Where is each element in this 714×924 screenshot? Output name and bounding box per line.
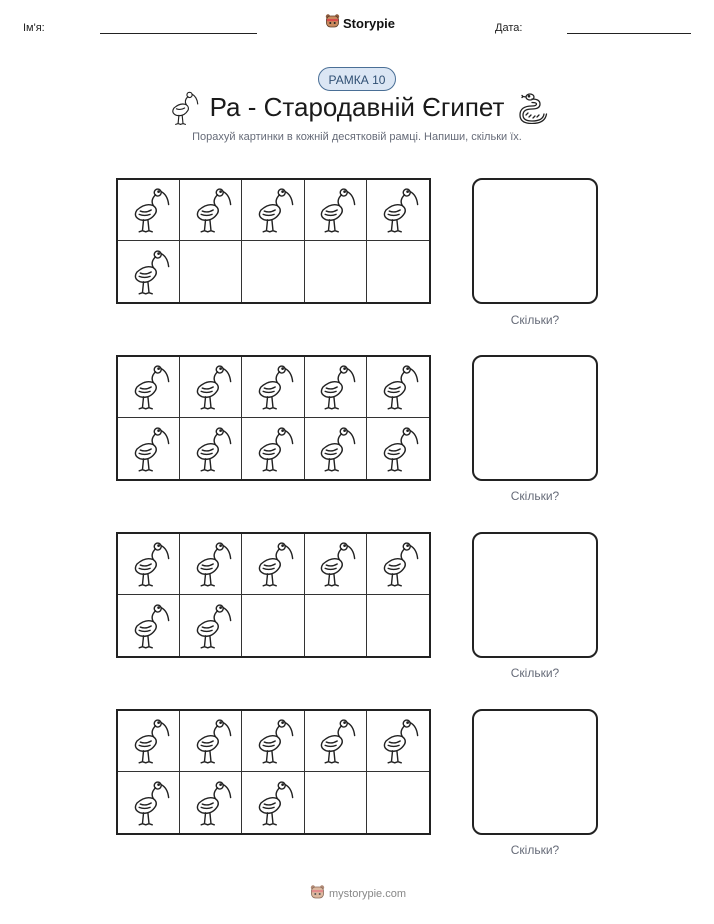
frame-cell (242, 180, 304, 241)
answer-box[interactable] (472, 355, 598, 481)
frame-cell (118, 241, 180, 302)
ten-frame (116, 532, 431, 658)
frame-cell (305, 534, 367, 595)
answer-label: Скільки? (510, 666, 560, 680)
frame-cell (242, 357, 304, 418)
answer-label: Скільки? (510, 843, 560, 857)
ibis-icon (127, 363, 171, 411)
ibis-icon (376, 717, 420, 765)
frame-cell (305, 418, 367, 479)
frame-cell (367, 418, 429, 479)
frame-cell (180, 711, 242, 772)
storypie-logo-icon (310, 884, 325, 903)
ibis-icon (189, 363, 233, 411)
frame-cell (305, 772, 367, 833)
frame-cell (118, 357, 180, 418)
frame-cell (305, 357, 367, 418)
ibis-icon (376, 363, 420, 411)
frame-cell (367, 595, 429, 656)
frame-cell (305, 241, 367, 302)
frame-cell (118, 711, 180, 772)
ibis-icon (127, 717, 171, 765)
frame-cell (180, 772, 242, 833)
frame-cell (118, 595, 180, 656)
frame-cell (367, 772, 429, 833)
date-line[interactable] (567, 33, 691, 34)
ibis-icon (189, 602, 233, 650)
snake-icon (516, 92, 548, 129)
frame-cell (118, 534, 180, 595)
frame-cell (367, 534, 429, 595)
ibis-icon (127, 602, 171, 650)
frame-cell (242, 241, 304, 302)
date-label: Дата: (495, 22, 523, 34)
frame-cell (242, 595, 304, 656)
ibis-icon (127, 248, 171, 296)
frame-cell (242, 534, 304, 595)
ibis-icon (313, 717, 357, 765)
ibis-icon (127, 779, 171, 827)
ten-frame (116, 178, 431, 304)
brand-name: Storypie (343, 16, 396, 31)
storypie-logo-icon (325, 13, 340, 34)
ibis-icon (189, 186, 233, 234)
ibis-icon (189, 540, 233, 588)
frame-cell (180, 418, 242, 479)
ibis-icon (313, 363, 357, 411)
footer-url: mystorypie.com (329, 887, 407, 900)
ibis-icon (127, 186, 171, 234)
ibis-icon (251, 186, 295, 234)
ibis-icon (313, 186, 357, 234)
ibis-icon (376, 425, 420, 473)
frame-cell (305, 711, 367, 772)
answer-box[interactable] (472, 532, 598, 658)
frame-cell (180, 595, 242, 656)
ibis-icon (376, 540, 420, 588)
ibis-icon (251, 779, 295, 827)
answer-label: Скільки? (510, 313, 560, 327)
ibis-icon (251, 425, 295, 473)
frame-cell (180, 241, 242, 302)
ibis-icon (251, 717, 295, 765)
frame-cell (180, 534, 242, 595)
ibis-icon (189, 717, 233, 765)
brand (325, 13, 395, 34)
frame-cell (118, 772, 180, 833)
frame-cell (367, 357, 429, 418)
frame-cell (180, 180, 242, 241)
name-label: Ім'я: (23, 22, 45, 34)
ten-frame (116, 709, 431, 835)
ten-frame (116, 355, 431, 481)
frame-cell (242, 711, 304, 772)
ibis-icon (127, 540, 171, 588)
ibis-icon (313, 425, 357, 473)
frame-cell (367, 711, 429, 772)
ibis-icon (313, 540, 357, 588)
ibis-icon (251, 540, 295, 588)
frame-cell (118, 180, 180, 241)
answer-box[interactable] (472, 709, 598, 835)
name-line[interactable] (100, 33, 257, 34)
frame-cell (367, 180, 429, 241)
frame-cell (180, 357, 242, 418)
answer-label: Скільки? (510, 489, 560, 503)
ibis-icon (189, 425, 233, 473)
ibis-icon (251, 363, 295, 411)
instructions: Порахуй картинки в кожній десятковій рамці. Напиши, скільки їх. (192, 131, 522, 143)
frame-cell (242, 772, 304, 833)
frame-cell (305, 595, 367, 656)
frame-cell (367, 241, 429, 302)
page-title: Ра - Стародавній Єгипет (209, 92, 505, 122)
answer-box[interactable] (472, 178, 598, 304)
footer (310, 884, 406, 903)
frame-cell (242, 418, 304, 479)
frame-badge: РАМКА 10 (318, 67, 396, 91)
ibis-icon (189, 779, 233, 827)
frame-cell (118, 418, 180, 479)
ibis-icon (376, 186, 420, 234)
frame-cell (305, 180, 367, 241)
ibis-icon (127, 425, 171, 473)
